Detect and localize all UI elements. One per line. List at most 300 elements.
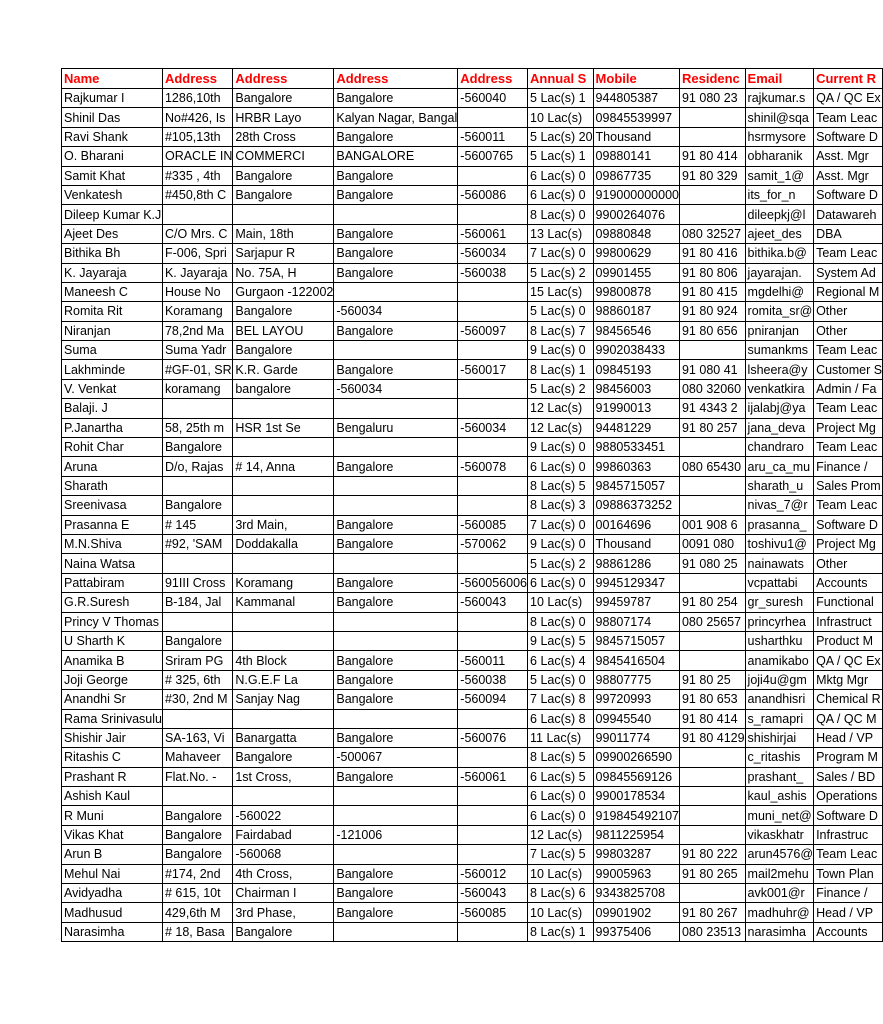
table-cell[interactable]: 3rd Main,: [233, 515, 334, 534]
table-cell[interactable]: s_ramapri: [745, 709, 814, 728]
table-cell[interactable]: Bangalore: [233, 302, 334, 321]
table-cell[interactable]: [679, 476, 745, 495]
table-cell[interactable]: -5600765: [458, 147, 528, 166]
table-cell[interactable]: U Sharth K: [62, 631, 163, 650]
column-header[interactable]: Mobile: [593, 69, 679, 89]
table-cell[interactable]: -560085: [458, 903, 528, 922]
table-cell[interactable]: gr_suresh: [745, 593, 814, 612]
table-cell[interactable]: [162, 554, 232, 573]
table-cell[interactable]: # 325, 6th: [162, 670, 232, 689]
column-header[interactable]: Address: [334, 69, 458, 89]
table-cell[interactable]: 15 Lac(s): [528, 282, 594, 301]
table-cell[interactable]: 7 Lac(s) 0: [528, 244, 594, 263]
table-cell[interactable]: [679, 185, 745, 204]
table-cell[interactable]: Bangalore: [233, 922, 334, 941]
table-cell[interactable]: Kammanal: [233, 593, 334, 612]
table-cell[interactable]: [233, 476, 334, 495]
table-cell[interactable]: -560034: [458, 418, 528, 437]
table-cell[interactable]: Balaji. J: [62, 399, 163, 418]
table-cell[interactable]: Sarjapur R: [233, 244, 334, 263]
table-cell[interactable]: [334, 496, 458, 515]
table-cell[interactable]: Bangalore: [334, 244, 458, 263]
table-cell[interactable]: 09901455: [593, 263, 679, 282]
table-cell[interactable]: Bangalore: [334, 728, 458, 747]
table-cell[interactable]: 99800878: [593, 282, 679, 301]
table-cell[interactable]: -560097: [458, 321, 528, 340]
table-cell[interactable]: 8 Lac(s) 7: [528, 321, 594, 340]
table-cell[interactable]: HRBR Layo: [233, 108, 334, 127]
table-cell[interactable]: 09845193: [593, 360, 679, 379]
table-cell[interactable]: Sales Prom: [814, 476, 883, 495]
table-cell[interactable]: Avidyadha: [62, 884, 163, 903]
table-cell[interactable]: Chairman I: [233, 884, 334, 903]
table-cell[interactable]: koramang: [162, 379, 232, 398]
table-cell[interactable]: 09867735: [593, 166, 679, 185]
table-cell[interactable]: 8 Lac(s) 6: [528, 884, 594, 903]
table-cell[interactable]: [679, 438, 745, 457]
table-cell[interactable]: Flat.No. -: [162, 767, 232, 786]
table-cell[interactable]: [162, 476, 232, 495]
table-cell[interactable]: 9900264076: [593, 205, 679, 224]
table-cell[interactable]: -560034: [334, 379, 458, 398]
table-cell[interactable]: [233, 631, 334, 650]
table-cell[interactable]: 98860187: [593, 302, 679, 321]
table-cell[interactable]: [458, 379, 528, 398]
table-cell[interactable]: Team Leac: [814, 438, 883, 457]
table-cell[interactable]: -560056006: [458, 573, 528, 592]
table-cell[interactable]: 5 Lac(s) 0: [528, 302, 594, 321]
table-cell[interactable]: Niranjan: [62, 321, 163, 340]
table-cell[interactable]: Sreenivasa: [62, 496, 163, 515]
table-cell[interactable]: 9880533451: [593, 438, 679, 457]
table-cell[interactable]: Operations: [814, 787, 883, 806]
table-cell[interactable]: Accounts: [814, 922, 883, 941]
table-cell[interactable]: vcpattabi: [745, 573, 814, 592]
table-cell[interactable]: Bangalore: [334, 534, 458, 553]
table-cell[interactable]: SA-163, Vi: [162, 728, 232, 747]
table-cell[interactable]: D/o, Rajas: [162, 457, 232, 476]
table-cell[interactable]: Shinil Das: [62, 108, 163, 127]
table-cell[interactable]: [679, 127, 745, 146]
table-cell[interactable]: [334, 806, 458, 825]
table-cell[interactable]: [233, 554, 334, 573]
table-cell[interactable]: 11 Lac(s): [528, 728, 594, 747]
table-cell[interactable]: Anamika B: [62, 651, 163, 670]
table-cell[interactable]: HSR 1st Se: [233, 418, 334, 437]
table-cell[interactable]: -560017: [458, 360, 528, 379]
table-cell[interactable]: [334, 554, 458, 573]
table-cell[interactable]: Team Leac: [814, 341, 883, 360]
table-cell[interactable]: 91 80 414: [679, 147, 745, 166]
table-cell[interactable]: Infrastruct: [814, 612, 883, 631]
table-cell[interactable]: # 14, Anna: [233, 457, 334, 476]
table-cell[interactable]: Rohit Char: [62, 438, 163, 457]
table-cell[interactable]: 10 Lac(s): [528, 903, 594, 922]
table-cell[interactable]: B-184, Jal: [162, 593, 232, 612]
table-cell[interactable]: 98807775: [593, 670, 679, 689]
table-cell[interactable]: [679, 496, 745, 515]
table-cell[interactable]: Bangalore: [162, 825, 232, 844]
table-cell[interactable]: Bangalore: [334, 690, 458, 709]
table-cell[interactable]: 91 80 924: [679, 302, 745, 321]
table-cell[interactable]: ORACLE IN: [162, 147, 232, 166]
table-cell[interactable]: chandraro: [745, 438, 814, 457]
table-cell[interactable]: -560038: [458, 670, 528, 689]
table-cell[interactable]: Arun B: [62, 845, 163, 864]
table-cell[interactable]: [679, 787, 745, 806]
table-cell[interactable]: Naina Watsa: [62, 554, 163, 573]
table-cell[interactable]: Software D: [814, 127, 883, 146]
table-cell[interactable]: [233, 612, 334, 631]
table-cell[interactable]: Bangalore: [334, 767, 458, 786]
table-cell[interactable]: Bangalore: [334, 89, 458, 108]
table-cell[interactable]: Ritashis C: [62, 748, 163, 767]
table-cell[interactable]: -560085: [458, 515, 528, 534]
table-cell[interactable]: [679, 651, 745, 670]
table-cell[interactable]: 080 32060: [679, 379, 745, 398]
table-cell[interactable]: 91 80 25: [679, 670, 745, 689]
table-cell[interactable]: 9 Lac(s) 0: [528, 534, 594, 553]
table-cell[interactable]: #174, 2nd: [162, 864, 232, 883]
table-cell[interactable]: [334, 205, 458, 224]
table-cell[interactable]: 99459787: [593, 593, 679, 612]
table-cell[interactable]: Sriram PG: [162, 651, 232, 670]
table-cell[interactable]: 91 4343 2: [679, 399, 745, 418]
table-cell[interactable]: 429,6th M: [162, 903, 232, 922]
table-cell[interactable]: Head / VP: [814, 728, 883, 747]
table-cell[interactable]: [679, 341, 745, 360]
table-cell[interactable]: Bangalore: [233, 185, 334, 204]
table-cell[interactable]: ijalabj@ya: [745, 399, 814, 418]
table-cell[interactable]: 6 Lac(s) 0: [528, 787, 594, 806]
table-cell[interactable]: obharanik: [745, 147, 814, 166]
table-cell[interactable]: 00164696: [593, 515, 679, 534]
table-cell[interactable]: prashant_: [745, 767, 814, 786]
table-cell[interactable]: Finance /: [814, 457, 883, 476]
table-cell[interactable]: QA / QC M: [814, 709, 883, 728]
table-cell[interactable]: Bangalore: [334, 321, 458, 340]
table-cell[interactable]: 09900266590: [593, 748, 679, 767]
table-cell[interactable]: [233, 438, 334, 457]
table-cell[interactable]: Aruna: [62, 457, 163, 476]
table-cell[interactable]: Sharath: [62, 476, 163, 495]
table-cell[interactable]: Romita Rit: [62, 302, 163, 321]
table-cell[interactable]: Bangalore: [162, 845, 232, 864]
table-cell[interactable]: [162, 709, 232, 728]
table-cell[interactable]: [162, 205, 232, 224]
table-cell[interactable]: [334, 631, 458, 650]
table-cell[interactable]: 9811225954: [593, 825, 679, 844]
table-cell[interactable]: 91 80 415: [679, 282, 745, 301]
table-cell[interactable]: 9845715057: [593, 476, 679, 495]
table-cell[interactable]: Main, 18th: [233, 224, 334, 243]
table-cell[interactable]: shinil@sqa: [745, 108, 814, 127]
table-cell[interactable]: 09886373252: [593, 496, 679, 515]
table-cell[interactable]: 98456546: [593, 321, 679, 340]
table-cell[interactable]: 91 80 257: [679, 418, 745, 437]
table-cell[interactable]: Fairdabad: [233, 825, 334, 844]
table-cell[interactable]: Venkatesh: [62, 185, 163, 204]
table-cell[interactable]: Product M: [814, 631, 883, 650]
table-cell[interactable]: Project Mg: [814, 534, 883, 553]
table-cell[interactable]: 91 080 25: [679, 554, 745, 573]
table-cell[interactable]: Bangalore: [334, 515, 458, 534]
table-cell[interactable]: 6 Lac(s) 0: [528, 806, 594, 825]
table-cell[interactable]: Maneesh C: [62, 282, 163, 301]
table-cell[interactable]: bithika.b@: [745, 244, 814, 263]
table-cell[interactable]: -500067: [334, 748, 458, 767]
table-cell[interactable]: 5 Lac(s) 1: [528, 89, 594, 108]
table-cell[interactable]: [162, 787, 232, 806]
table-cell[interactable]: Bangalore: [162, 438, 232, 457]
table-cell[interactable]: 919845492107: [593, 806, 679, 825]
table-cell[interactable]: 9900178534: [593, 787, 679, 806]
table-cell[interactable]: prasanna_: [745, 515, 814, 534]
table-cell[interactable]: Bangalore: [334, 127, 458, 146]
table-cell[interactable]: 5 Lac(s) 1: [528, 147, 594, 166]
table-cell[interactable]: 7 Lac(s) 5: [528, 845, 594, 864]
table-cell[interactable]: -560061: [458, 767, 528, 786]
table-cell[interactable]: 9343825708: [593, 884, 679, 903]
table-cell[interactable]: Bangalore: [334, 573, 458, 592]
table-cell[interactable]: [233, 205, 334, 224]
table-cell[interactable]: Bangalore: [233, 341, 334, 360]
table-cell[interactable]: [679, 631, 745, 650]
table-cell[interactable]: Narasimha: [62, 922, 163, 941]
table-cell[interactable]: [334, 476, 458, 495]
table-cell[interactable]: QA / QC Ex: [814, 651, 883, 670]
table-cell[interactable]: Functional: [814, 593, 883, 612]
table-cell[interactable]: sumankms: [745, 341, 814, 360]
table-cell[interactable]: [458, 438, 528, 457]
table-cell[interactable]: -560034: [334, 302, 458, 321]
table-cell[interactable]: C/O Mrs. C: [162, 224, 232, 243]
table-cell[interactable]: toshivu1@: [745, 534, 814, 553]
table-cell[interactable]: [679, 806, 745, 825]
table-cell[interactable]: Kalyan Nagar, Bangal: [334, 108, 458, 127]
table-cell[interactable]: Bangalore: [334, 884, 458, 903]
table-cell[interactable]: 91 080 23: [679, 89, 745, 108]
table-cell[interactable]: Software D: [814, 185, 883, 204]
table-cell[interactable]: Bangalore: [334, 166, 458, 185]
table-cell[interactable]: -560034: [458, 244, 528, 263]
table-cell[interactable]: Koramang: [162, 302, 232, 321]
table-cell[interactable]: [679, 825, 745, 844]
table-cell[interactable]: -560061: [458, 224, 528, 243]
table-cell[interactable]: 6 Lac(s) 0: [528, 573, 594, 592]
table-cell[interactable]: Asst. Mgr: [814, 166, 883, 185]
table-cell[interactable]: nivas_7@r: [745, 496, 814, 515]
table-cell[interactable]: Team Leac: [814, 108, 883, 127]
table-cell[interactable]: Prashant R: [62, 767, 163, 786]
table-cell[interactable]: 12 Lac(s): [528, 418, 594, 437]
table-cell[interactable]: R Muni: [62, 806, 163, 825]
table-cell[interactable]: samit_1@: [745, 166, 814, 185]
table-cell[interactable]: Bangalore: [162, 496, 232, 515]
table-cell[interactable]: 8 Lac(s) 5: [528, 476, 594, 495]
table-cell[interactable]: [458, 399, 528, 418]
column-header[interactable]: Address: [162, 69, 232, 89]
table-cell[interactable]: Anandhi Sr: [62, 690, 163, 709]
table-cell[interactable]: mail2mehu: [745, 864, 814, 883]
table-cell[interactable]: 09845569126: [593, 767, 679, 786]
table-cell[interactable]: [679, 884, 745, 903]
table-cell[interactable]: 91 80 254: [679, 593, 745, 612]
table-cell[interactable]: usharthku: [745, 631, 814, 650]
table-cell[interactable]: [458, 554, 528, 573]
table-cell[interactable]: [458, 922, 528, 941]
table-cell[interactable]: [458, 476, 528, 495]
table-cell[interactable]: 1286,10th: [162, 89, 232, 108]
table-cell[interactable]: muni_net@: [745, 806, 814, 825]
table-cell[interactable]: 91 80 265: [679, 864, 745, 883]
table-cell[interactable]: -560078: [458, 457, 528, 476]
table-cell[interactable]: 09880141: [593, 147, 679, 166]
table-cell[interactable]: [458, 748, 528, 767]
table-cell[interactable]: [233, 709, 334, 728]
table-cell[interactable]: [458, 787, 528, 806]
table-cell[interactable]: Other: [814, 321, 883, 340]
table-cell[interactable]: princyrhea: [745, 612, 814, 631]
table-cell[interactable]: BANGALORE: [334, 147, 458, 166]
table-cell[interactable]: [334, 922, 458, 941]
table-cell[interactable]: Banargatta: [233, 728, 334, 747]
table-cell[interactable]: 98456003: [593, 379, 679, 398]
table-cell[interactable]: Rajkumar I: [62, 89, 163, 108]
table-cell[interactable]: 28th Cross: [233, 127, 334, 146]
column-header[interactable]: Email: [745, 69, 814, 89]
table-cell[interactable]: 91 80 416: [679, 244, 745, 263]
table-cell[interactable]: ajeet_des: [745, 224, 814, 243]
table-cell[interactable]: -570062: [458, 534, 528, 553]
table-cell[interactable]: Thousand: [593, 127, 679, 146]
table-cell[interactable]: Datawareh: [814, 205, 883, 224]
table-cell[interactable]: COMMERCI: [233, 147, 334, 166]
table-cell[interactable]: Pattabiram: [62, 573, 163, 592]
table-cell[interactable]: Suma: [62, 341, 163, 360]
table-cell[interactable]: Bengaluru: [334, 418, 458, 437]
table-cell[interactable]: 5 Lac(s) 2: [528, 554, 594, 573]
table-cell[interactable]: -560076: [458, 728, 528, 747]
table-cell[interactable]: [233, 787, 334, 806]
table-cell[interactable]: -560012: [458, 864, 528, 883]
table-cell[interactable]: [458, 341, 528, 360]
table-cell[interactable]: [458, 631, 528, 650]
table-cell[interactable]: Finance /: [814, 884, 883, 903]
table-cell[interactable]: Samit Khat: [62, 166, 163, 185]
table-cell[interactable]: narasimha: [745, 922, 814, 941]
table-cell[interactable]: K. Jayaraja: [62, 263, 163, 282]
table-cell[interactable]: [233, 399, 334, 418]
table-cell[interactable]: 12 Lac(s): [528, 825, 594, 844]
table-cell[interactable]: vikaskhatr: [745, 825, 814, 844]
table-cell[interactable]: 4th Cross,: [233, 864, 334, 883]
table-cell[interactable]: rajkumar.s: [745, 89, 814, 108]
table-cell[interactable]: Suma Yadr: [162, 341, 232, 360]
table-cell[interactable]: Princy V Thomas: [62, 612, 163, 631]
table-cell[interactable]: [458, 845, 528, 864]
table-cell[interactable]: Bangalore: [334, 457, 458, 476]
table-cell[interactable]: 9 Lac(s) 5: [528, 631, 594, 650]
table-cell[interactable]: 6 Lac(s) 0: [528, 185, 594, 204]
table-cell[interactable]: Bangalore: [334, 903, 458, 922]
table-cell[interactable]: O. Bharani: [62, 147, 163, 166]
table-cell[interactable]: 91III Cross: [162, 573, 232, 592]
table-cell[interactable]: venkatkira: [745, 379, 814, 398]
table-cell[interactable]: 94481229: [593, 418, 679, 437]
table-cell[interactable]: #335 , 4th: [162, 166, 232, 185]
table-cell[interactable]: P.Janartha: [62, 418, 163, 437]
table-cell[interactable]: Madhusud: [62, 903, 163, 922]
table-cell[interactable]: -560068: [233, 845, 334, 864]
table-cell[interactable]: Software D: [814, 806, 883, 825]
table-cell[interactable]: 99800629: [593, 244, 679, 263]
table-cell[interactable]: c_ritashis: [745, 748, 814, 767]
table-cell[interactable]: Infrastruc: [814, 825, 883, 844]
table-cell[interactable]: Koramang: [233, 573, 334, 592]
table-cell[interactable]: 10 Lac(s): [528, 864, 594, 883]
table-cell[interactable]: Lakhminde: [62, 360, 163, 379]
table-cell[interactable]: [334, 709, 458, 728]
table-cell[interactable]: 5 Lac(s) 2: [528, 379, 594, 398]
table-cell[interactable]: Bangalore: [334, 185, 458, 204]
table-cell[interactable]: Bangalore: [334, 864, 458, 883]
table-cell[interactable]: Mahaveer: [162, 748, 232, 767]
table-cell[interactable]: BEL LAYOU: [233, 321, 334, 340]
table-cell[interactable]: 91 80 267: [679, 903, 745, 922]
table-cell[interactable]: [458, 205, 528, 224]
table-cell[interactable]: Team Leac: [814, 244, 883, 263]
table-cell[interactable]: 91 80 329: [679, 166, 745, 185]
table-cell[interactable]: QA / QC Ex: [814, 89, 883, 108]
table-cell[interactable]: shishirjai: [745, 728, 814, 747]
table-cell[interactable]: Ravi Shank: [62, 127, 163, 146]
table-cell[interactable]: -560086: [458, 185, 528, 204]
table-cell[interactable]: 8 Lac(s) 0: [528, 612, 594, 631]
table-cell[interactable]: Bangalore: [334, 670, 458, 689]
table-cell[interactable]: 10 Lac(s): [528, 108, 594, 127]
table-cell[interactable]: 91 080 41: [679, 360, 745, 379]
table-cell[interactable]: aru_ca_mu: [745, 457, 814, 476]
table-cell[interactable]: mgdelhi@: [745, 282, 814, 301]
column-header[interactable]: Address: [458, 69, 528, 89]
table-cell[interactable]: 6 Lac(s) 4: [528, 651, 594, 670]
table-cell[interactable]: [458, 496, 528, 515]
table-cell[interactable]: pniranjan: [745, 321, 814, 340]
table-cell[interactable]: Bangalore: [162, 806, 232, 825]
table-cell[interactable]: Software D: [814, 515, 883, 534]
table-cell[interactable]: Rama Srinivasulu: [62, 709, 163, 728]
table-cell[interactable]: [679, 573, 745, 592]
table-cell[interactable]: Other: [814, 302, 883, 321]
table-cell[interactable]: 09901902: [593, 903, 679, 922]
table-cell[interactable]: 1st Cross,: [233, 767, 334, 786]
table-cell[interactable]: Customer S: [814, 360, 883, 379]
table-cell[interactable]: 98807174: [593, 612, 679, 631]
table-cell[interactable]: 91 80 222: [679, 845, 745, 864]
table-cell[interactable]: M.N.Shiva: [62, 534, 163, 553]
table-cell[interactable]: [334, 612, 458, 631]
table-cell[interactable]: F-006, Spri: [162, 244, 232, 263]
table-cell[interactable]: [458, 166, 528, 185]
table-cell[interactable]: 99005963: [593, 864, 679, 883]
table-cell[interactable]: 9 Lac(s) 0: [528, 438, 594, 457]
column-header[interactable]: Residenc: [679, 69, 745, 89]
table-cell[interactable]: No. 75A, H: [233, 263, 334, 282]
table-cell[interactable]: Mehul Nai: [62, 864, 163, 883]
table-cell[interactable]: [679, 205, 745, 224]
table-cell[interactable]: Prasanna E: [62, 515, 163, 534]
